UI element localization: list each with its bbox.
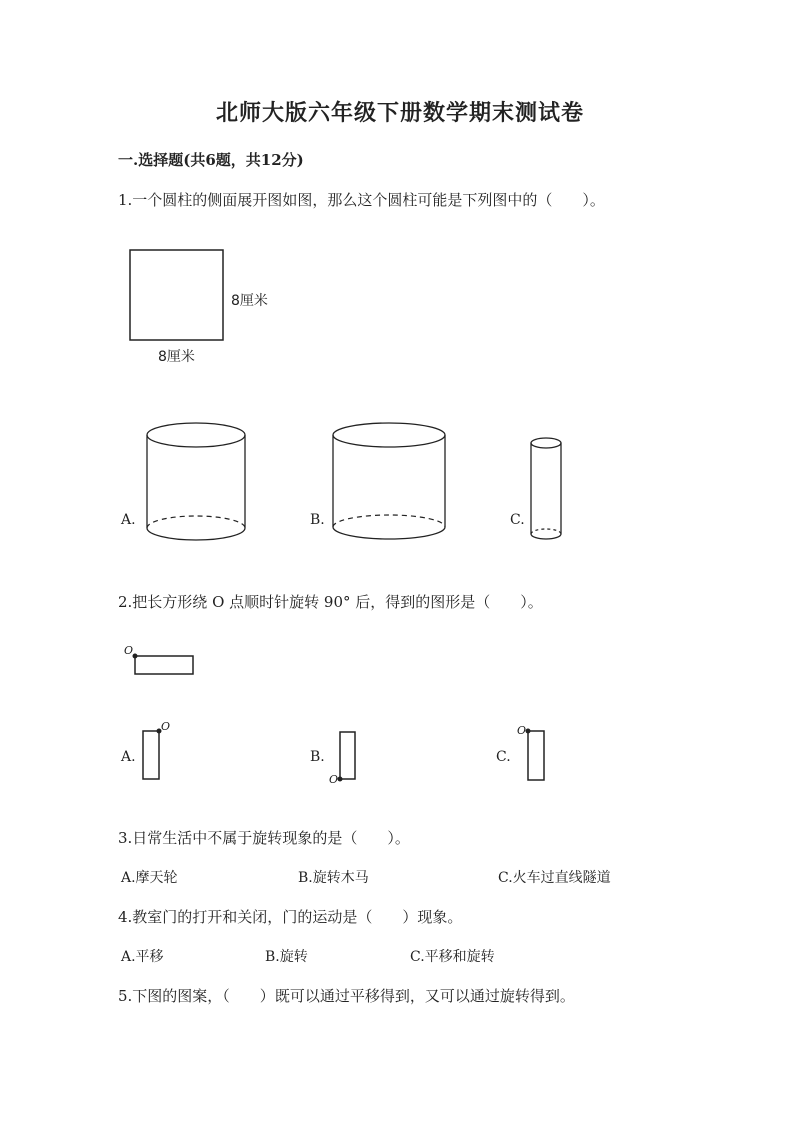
point-o-original: O xyxy=(124,644,134,657)
question-3-text: 3.日常生活中不属于旋转现象的是（ ）。 xyxy=(118,829,410,847)
section-heading: 一.选择题(共6题，共12分) xyxy=(118,151,304,169)
question-5-text: 5.下图的图案，（ ）既可以通过平移得到，又可以通过旋转得到。 xyxy=(118,987,575,1005)
net-bottom-label: 8厘米 xyxy=(158,349,195,365)
q1-option-b[interactable]: B. xyxy=(310,512,325,528)
q2-option-c[interactable]: C. xyxy=(496,749,511,765)
q4-option-a[interactable]: A.平移 xyxy=(121,949,164,965)
q1-option-c[interactable]: C. xyxy=(510,512,525,528)
question-4-text: 4.教室门的打开和关闭，门的运动是（ ）现象。 xyxy=(118,908,463,926)
rotated-rectangle-a xyxy=(143,729,162,780)
q4-option-c[interactable]: C.平移和旋转 xyxy=(410,949,495,965)
page-title: 北师大版六年级下册数学期末测试卷 xyxy=(215,100,584,126)
question-1-text: 1.一个圆柱的侧面展开图如图，那么这个圆柱可能是下列图中的（ ）。 xyxy=(118,191,605,209)
net-side-label: 8厘米 xyxy=(231,293,268,309)
q3-option-a[interactable]: A.摩天轮 xyxy=(121,870,178,886)
point-o-b: O xyxy=(329,773,339,786)
question-2-text: 2.把长方形绕 O 点顺时针旋转 90° 后，得到的图形是（ ）。 xyxy=(118,593,543,611)
rotated-rectangle-c xyxy=(526,729,545,781)
q3-option-b[interactable]: B.旋转木马 xyxy=(298,870,369,886)
q2-option-b[interactable]: B. xyxy=(310,749,325,765)
q1-option-a[interactable]: A. xyxy=(121,512,136,528)
q3-option-c[interactable]: C.火车过直线隧道 xyxy=(498,870,611,886)
rotated-rectangle-b xyxy=(338,732,356,782)
original-rectangle xyxy=(133,654,194,675)
point-o-a: O xyxy=(161,720,171,733)
q2-option-a[interactable]: A. xyxy=(121,749,136,765)
q4-option-b[interactable]: B.旋转 xyxy=(265,949,308,965)
point-o-c: O xyxy=(517,724,527,737)
